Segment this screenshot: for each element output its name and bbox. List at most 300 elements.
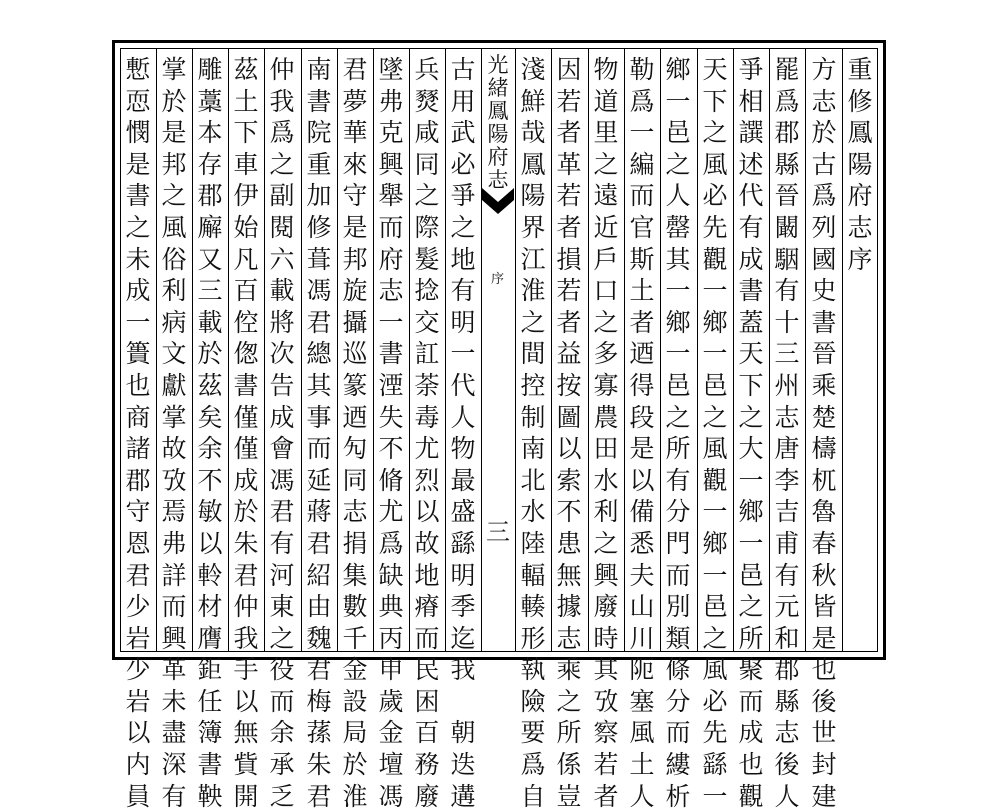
glyph: 又 [197,244,223,274]
glyph: 遘 [450,781,476,811]
glyph: 土 [629,750,655,780]
glyph: 舉 [378,181,404,211]
glyph: 代 [738,181,764,211]
glyph: 百 [414,718,440,748]
glyph: 於 [811,118,837,148]
glyph: 繇 [702,750,728,780]
glyph: 者 [556,212,582,242]
glyph: 訌 [414,339,440,369]
glyph: 我 [269,86,295,116]
glyph: 編 [629,149,655,179]
glyph: 局 [342,718,368,748]
glyph: 皆 [811,592,837,622]
glyph: 縷 [665,750,691,780]
glyph: 哉 [520,118,546,148]
glyph: 一 [125,307,151,337]
glyph: 明 [450,560,476,590]
glyph: 繇 [450,528,476,558]
glyph: 若 [593,750,619,780]
glyph: 吉 [774,497,800,527]
glyph: 爭 [450,181,476,211]
glyph: 地 [450,244,476,274]
glyph: 材 [197,592,223,622]
glyph: 之 [702,118,728,148]
glyph: 近 [593,212,619,242]
glyph: 爲 [811,181,837,211]
glyph: 多 [593,339,619,369]
glyph: 一 [702,497,728,527]
glyph: 之 [269,149,295,179]
glyph: 不 [378,434,404,464]
glyph: 迭 [450,750,476,780]
glyph: 益 [556,339,582,369]
glyph: 鮮 [520,86,546,116]
glyph: 三 [774,339,800,369]
glyph: 按 [556,370,582,400]
book-title-char: 光 [487,53,509,77]
glyph: 夢 [342,86,368,116]
glyph: 六 [269,244,295,274]
glyph: 風 [629,718,655,748]
glyph: 事 [306,402,332,432]
glyph: 敏 [197,497,223,527]
glyph: 設 [342,686,368,716]
glyph: 邦 [342,244,368,274]
glyph: 自 [520,781,546,811]
glyph: 邑 [665,370,691,400]
glyph: 道 [593,86,619,116]
glyph: 馮 [378,781,404,811]
glyph: 君 [269,497,295,527]
glyph: 交 [414,307,440,337]
glyph: 之 [556,686,582,716]
glyph: 晉 [774,181,800,211]
glyph: 書 [197,750,223,780]
glyph: 季 [450,592,476,622]
text-column [624,54,660,811]
glyph: 不 [197,465,223,495]
glyph: 未 [161,686,187,716]
glyph: 界 [520,212,546,242]
glyph: 革 [556,149,582,179]
glyph: 陽 [520,181,546,211]
glyph: 最 [450,465,476,495]
text-column [373,54,409,811]
glyph: 故 [414,528,440,558]
glyph: 條 [665,655,691,685]
glyph: 書 [125,181,151,211]
glyph: 係 [556,750,582,780]
glyph: 藁 [197,86,223,116]
text-column [192,54,228,811]
glyph: 所 [738,623,764,653]
glyph: 索 [556,465,582,495]
glyph: 無 [556,560,582,590]
glyph: 尤 [414,434,440,464]
glyph: 一 [665,86,691,116]
glyph: 憫 [125,118,151,148]
glyph: 府 [847,181,873,211]
glyph: 執 [520,655,546,685]
glyph: 楚 [811,402,837,432]
glyph: 田 [593,434,619,464]
glyph: 必 [450,149,476,179]
glyph: 茲 [197,370,223,400]
glyph: 書 [738,276,764,306]
glyph: 大 [738,434,764,464]
glyph: 也 [738,750,764,780]
glyph: 三 [197,276,223,306]
glyph: 會 [269,434,295,464]
glyph: 篆 [342,370,368,400]
glyph: 而 [629,181,655,211]
glyph: 荼 [414,370,440,400]
glyph: 以 [556,434,582,464]
glyph: 段 [629,402,655,432]
glyph: 輳 [520,592,546,622]
glyph: 乘 [556,655,582,685]
glyph: 闞 [774,212,800,242]
glyph: 之 [414,181,440,211]
glyph: 國 [811,244,837,274]
book-title [484,54,512,192]
glyph: 州 [774,370,800,400]
glyph: 阨 [629,655,655,685]
glyph: 手 [233,655,259,685]
glyph: 君 [306,528,332,558]
glyph: 之 [593,307,619,337]
glyph: 封 [811,750,837,780]
glyph: 少 [125,592,151,622]
glyph: 員 [125,781,151,811]
glyph: 攷 [161,465,187,495]
glyph: 觀 [702,244,728,274]
glyph: 同 [342,465,368,495]
glyph: 爲 [629,86,655,116]
glyph: 攷 [593,686,619,716]
glyph: 諸 [125,434,151,464]
glyph: 千 [342,623,368,653]
glyph: 岩 [125,686,151,716]
glyph: 膺 [197,623,223,653]
glyph: 代 [450,370,476,400]
glyph: 成 [125,276,151,306]
glyph: 成 [269,402,295,432]
glyph: 間 [520,339,546,369]
glyph: 邦 [161,149,187,179]
glyph: 金 [378,718,404,748]
glyph: 以 [125,718,151,748]
glyph: 控 [520,370,546,400]
glyph: 鄉 [738,497,764,527]
glyph: 簣 [125,339,151,369]
glyph: 也 [811,655,837,685]
glyph: 之 [738,592,764,622]
glyph: 弗 [161,528,187,558]
glyph: 捻 [414,276,440,306]
glyph: 方 [811,55,837,84]
glyph: 毒 [414,402,440,432]
glyph: 有 [161,781,187,811]
glyph: 鳳 [520,149,546,179]
glyph: 所 [556,718,582,748]
text-column [660,54,696,811]
glyph: 邑 [702,592,728,622]
glyph: 紹 [306,560,332,590]
glyph: 若 [556,86,582,116]
text-column [301,54,337,811]
glyph: 丙 [378,623,404,653]
glyph: 旋 [342,276,368,306]
glyph: 志 [847,212,873,242]
glyph: 重 [847,55,873,84]
glyph: 承 [269,750,295,780]
glyph: 類 [665,623,691,653]
book-title-char: 緒 [487,76,509,100]
glyph: 凡 [233,244,259,274]
glyph: 制 [520,402,546,432]
glyph: 下 [738,370,764,400]
glyph: 伊 [233,181,259,211]
glyph: 陸 [520,528,546,558]
glyph: 者 [629,307,655,337]
glyph: 析 [665,781,691,811]
glyph: 茲 [233,55,259,84]
glyph: 掌 [161,402,187,432]
glyph: 圖 [556,402,582,432]
glyph: 以 [233,686,259,716]
glyph: 未 [125,244,151,274]
glyph: 天 [702,55,728,84]
glyph: 而 [161,592,187,622]
glyph: 典 [378,592,404,622]
glyph: 烈 [414,465,440,495]
glyph: 悉 [629,528,655,558]
glyph: 馮 [269,465,295,495]
glyph: 詳 [161,560,187,590]
glyph: 咸 [414,118,440,148]
glyph: 乏 [269,781,295,811]
glyph: 因 [556,55,582,84]
glyph: 存 [197,149,223,179]
glyph: 得 [629,370,655,400]
glyph: 是 [342,212,368,242]
glyph: 倥 [233,307,259,337]
glyph: 郡 [125,465,151,495]
glyph: 人 [450,402,476,432]
glyph: 掌 [161,55,187,84]
glyph: 後 [774,750,800,780]
glyph: 別 [665,592,691,622]
glyph: 載 [269,276,295,306]
glyph: 志 [378,276,404,306]
glyph: 成 [233,465,259,495]
glyph: 一 [629,118,655,148]
glyph: 之 [702,402,728,432]
glyph: 一 [702,276,728,306]
glyph: 君 [233,560,259,590]
glyph: 元 [774,592,800,622]
glyph: 鄉 [702,528,728,558]
glyph: 鞅 [197,781,223,811]
glyph: 先 [702,212,728,242]
glyph: 加 [306,181,332,211]
glyph: 歲 [378,686,404,716]
glyph: 古 [450,55,476,84]
glyph: 古 [811,149,837,179]
glyph: 鉅 [197,655,223,685]
glyph: 風 [702,655,728,685]
glyph: 人 [665,181,691,211]
glyph: 書 [811,307,837,337]
glyph: 一 [702,781,728,811]
glyph: 君 [306,655,332,685]
glyph: 仲 [269,55,295,84]
glyph: 鄉 [702,307,728,337]
glyph: 物 [450,434,476,464]
glyph: 所 [665,434,691,464]
glyph: 務 [414,750,440,780]
glyph: 聚 [738,655,764,685]
glyph: 官 [629,212,655,242]
glyph: 爲 [269,118,295,148]
glyph: 任 [197,686,223,716]
glyph: 爲 [378,528,404,558]
glyph: 縣 [774,149,800,179]
glyph: 遠 [593,181,619,211]
glyph: 爲 [774,86,800,116]
glyph: 一 [450,339,476,369]
glyph: 内 [125,750,151,780]
glyph: 府 [378,244,404,274]
glyph: 若 [556,181,582,211]
glyph: 有 [665,465,691,495]
text-column [445,54,481,811]
glyph: 而 [665,560,691,590]
glyph: 有 [738,212,764,242]
glyph: 建 [811,781,837,811]
text-column [551,54,587,811]
glyph: 利 [161,276,187,306]
glyph: 修 [306,212,332,242]
glyph: 杌 [811,465,837,495]
glyph: 春 [811,528,837,558]
glyph: 其 [593,655,619,685]
glyph: 興 [161,623,187,653]
glyph: 缺 [378,560,404,590]
glyph: 我 [233,623,259,653]
glyph: 淮 [520,276,546,306]
glyph: 分 [665,497,691,527]
glyph: 者 [556,307,582,337]
glyph: 朱 [233,528,259,558]
glyph: 修 [847,86,873,116]
book-title-char: 府 [487,145,509,169]
glyph: 始 [233,212,259,242]
glyph: 人 [629,781,655,811]
glyph: 一 [665,276,691,306]
glyph: 君 [306,781,332,811]
glyph: 革 [161,655,187,685]
glyph: 時 [593,623,619,653]
glyph: 我 [450,655,476,685]
glyph: 軨 [197,560,223,590]
glyph: 志 [556,623,582,653]
glyph: 矣 [197,402,223,432]
glyph: 一 [702,560,728,590]
glyph: 迄 [450,623,476,653]
glyph: 余 [269,718,295,748]
glyph: 其 [665,244,691,274]
glyph: 之 [665,402,691,432]
glyph: 無 [233,718,259,748]
glyph: 際 [414,212,440,242]
glyph: 書 [306,86,332,116]
glyph: 百 [233,276,259,306]
glyph: 水 [593,465,619,495]
glyph: 車 [233,149,259,179]
glyph: 之 [593,149,619,179]
glyph: 簿 [197,718,223,748]
glyph: 土 [629,276,655,306]
glyph: 形 [520,623,546,653]
glyph: 罷 [774,55,800,84]
section-label: 序 [491,272,505,287]
glyph: 史 [811,276,837,306]
text-column [337,54,373,811]
page-number: 三 [486,518,510,546]
glyph: 之 [269,623,295,653]
glyph: 有 [450,276,476,306]
glyph: 郡 [774,655,800,685]
glyph: 成 [738,718,764,748]
glyph: 民 [414,655,440,685]
glyph: 故 [161,434,187,464]
glyph: 觀 [702,465,728,495]
glyph: 興 [593,560,619,590]
glyph: 之 [593,528,619,558]
glyph: 斯 [629,244,655,274]
glyph: 夫 [629,560,655,590]
glyph: 成 [738,244,764,274]
glyph: 迺 [629,339,655,369]
glyph: 於 [342,750,368,780]
glyph: 鄉 [665,55,691,84]
glyph: 而 [269,686,295,716]
glyph: 髮 [414,244,440,274]
glyph: 甫 [774,528,800,558]
glyph: 川 [629,623,655,653]
glyph: 觀 [738,781,764,811]
glyph: 蔣 [306,497,332,527]
glyph: 之 [702,623,728,653]
glyph: 將 [269,307,295,337]
glyph: 載 [197,307,223,337]
glyph: 而 [738,686,764,716]
text-column [733,54,769,811]
glyph: 之 [125,212,151,242]
glyph: 來 [342,149,368,179]
glyph: 土 [233,86,259,116]
glyph: 攝 [342,307,368,337]
glyph: 余 [197,434,223,464]
glyph: 口 [593,276,619,306]
glyph: 東 [269,592,295,622]
glyph: 數 [342,592,368,622]
glyph: 世 [811,718,837,748]
glyph: 北 [520,465,546,495]
glyph: 同 [414,149,440,179]
